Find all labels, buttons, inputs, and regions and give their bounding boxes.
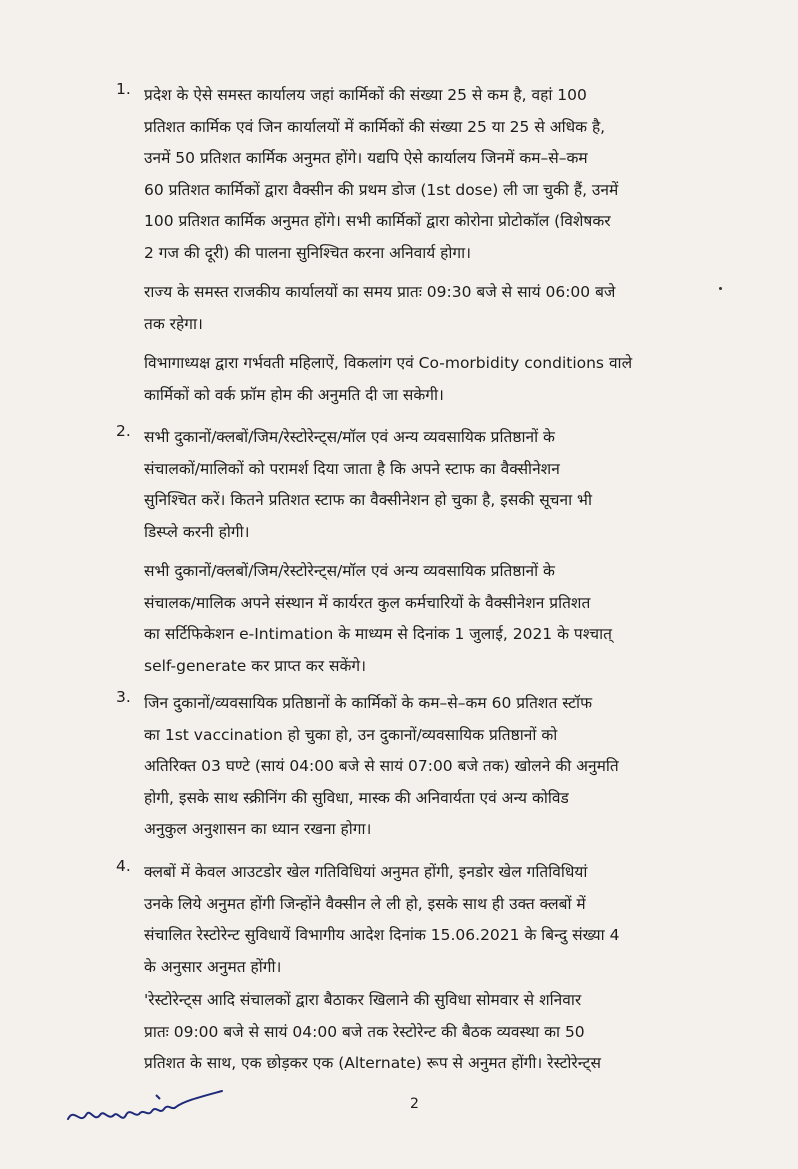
text-line: प्रातः 09:00 बजे से सायं 04:00 बजे तक रेस्टोरेन्ट की बैठक व्यवस्था का 50	[144, 1022, 585, 1041]
text-line: 'रेस्टोरेन्ट्स आदि संचालकों द्वारा बैठाकर खिलाने की सुविधा सोमवार से शनिवार	[144, 991, 582, 1009]
text-line: प्रतिशत के साथ, एक छोड़कर एक (Alternate) रूप से अनुमत होंगी। रेस्टोरेन्ट्स	[144, 1054, 601, 1072]
paragraph	[144, 857, 714, 983]
text-line: उनमें 50 प्रतिशत कार्मिक अनुमत होंगे। यद्यपि ऐसे कार्यालय जिनमें कम–से–कम	[144, 149, 588, 167]
text-line: सभी दुकानों/क्लबों/जिम/रेस्टोरेन्ट्स/मॉल एवं अन्य व्यवसायिक प्रतिष्ठानों के	[144, 428, 555, 446]
text-line: का सर्टिफिकेशन e-Intimation के माध्यम से दिनांक 1 जुलाई, 2021 के पश्चात्	[144, 625, 613, 643]
text-line: डिस्प्ले करनी होगी।	[144, 522, 250, 541]
clause-number: 1.	[116, 80, 131, 98]
paragraph	[144, 985, 714, 1080]
text-line: 2 गज की दूरी) की पालना सुनिश्चित करना अनिवार्य होगा।	[144, 243, 472, 262]
clause-number: 2.	[116, 422, 131, 440]
text-line: तक रहेगा।	[144, 314, 203, 333]
clause-number: 4.	[116, 857, 131, 875]
text-line: जिन दुकानों/व्यवसायिक प्रतिष्ठानों के कार्मिकों के कम–से–कम 60 प्रतिशत स्टॉफ	[144, 694, 593, 712]
paragraph	[144, 348, 714, 411]
text-line: सभी दुकानों/क्लबों/जिम/रेस्टोरेन्ट्स/मॉल एवं अन्य व्यवसायिक प्रतिष्ठानों के	[144, 562, 555, 580]
text-line: अतिरिक्त 03 घण्टे (सायं 04:00 बजे से सायं 07:00 बजे तक) खोलने की अनुमति	[144, 757, 619, 775]
text-line: 60 प्रतिशत कार्मिकों द्वारा वैक्सीन की प्रथम डोज (1st dose) ली जा चुकी हैं, उनमें	[144, 180, 619, 199]
text-line: self-generate कर प्राप्त कर सकेंगे।	[144, 656, 366, 675]
text-line: सुनिश्चित करें। कितने प्रतिशत स्टाफ का वैक्सीनेशन हो चुका है, इसकी सूचना भी	[144, 491, 592, 509]
paragraph	[144, 688, 714, 846]
text-line: के अनुसार अनुमत होंगी।	[144, 957, 282, 976]
text-line: क्लबों में केवल आउटडोर खेल गतिविधियां अनुमत होंगी, इनडोर खेल गतिविधियां	[144, 863, 588, 881]
text-line: कार्मिकों को वर्क फ्रॉम होम की अनुमति दी जा सकेगी।	[144, 385, 444, 404]
text-line: विभागाध्यक्ष द्वारा गर्भवती महिलाऐं, विकलांग एवं Co-morbidity conditions वाले	[144, 354, 633, 372]
paragraph	[144, 80, 714, 269]
text-line: संचालकों/मालिकों को परामर्श दिया जाता है कि अपने स्टाफ का वैक्सीनेशन	[144, 459, 560, 478]
text-line: प्रतिशत कार्मिक एवं जिन कार्यालयों में कार्मिकों की संख्या 25 या 25 से अधिक है,	[144, 117, 606, 136]
text-line: 100 प्रतिशत कार्मिक अनुमत होंगे। सभी कार्मिकों द्वारा कोरोना प्रोटोकॉल (विशेषकर	[144, 212, 611, 230]
paragraph	[144, 556, 714, 682]
paragraph	[144, 277, 714, 340]
page-number: 2	[410, 1096, 419, 1112]
handwritten-signature	[60, 1085, 230, 1135]
text-line: राज्य के समस्त राजकीय कार्यालयों का समय प्रातः 09:30 बजे से सायं 06:00 बजे	[144, 283, 616, 301]
text-line: संचालक/मालिक अपने संस्थान में कार्यरत कुल कर्मचारियों के वैक्सीनेशन प्रतिशत	[144, 593, 591, 612]
clause-number: 3.	[116, 688, 131, 706]
ink-dot	[719, 287, 722, 290]
text-line: संचालित रेस्टोरेन्ट सुविधायें विभागीय आदेश दिनांक 15.06.2021 के बिन्दु संख्या 4	[144, 926, 620, 944]
text-line: अनुकुल अनुशासन का ध्यान रखना होगा।	[144, 820, 372, 838]
text-line: उनके लिये अनुमत होंगी जिन्होंने वैक्सीन ले ली हो, इसके साथ ही उक्त क्लबों में	[144, 894, 586, 913]
text-line: होगी, इसके साथ स्क्रीनिंग की सुविधा, मास्क की अनिवार्यता एवं अन्य कोविड	[144, 788, 569, 807]
paragraph	[144, 422, 714, 548]
text-line: का 1st vaccination हो चुका हो, उन दुकानों/व्यवसायिक प्रतिष्ठानों को	[144, 725, 558, 744]
text-line: प्रदेश के ऐसे समस्त कार्यालय जहां कार्मिकों की संख्या 25 से कम है, वहां 100	[144, 86, 587, 104]
